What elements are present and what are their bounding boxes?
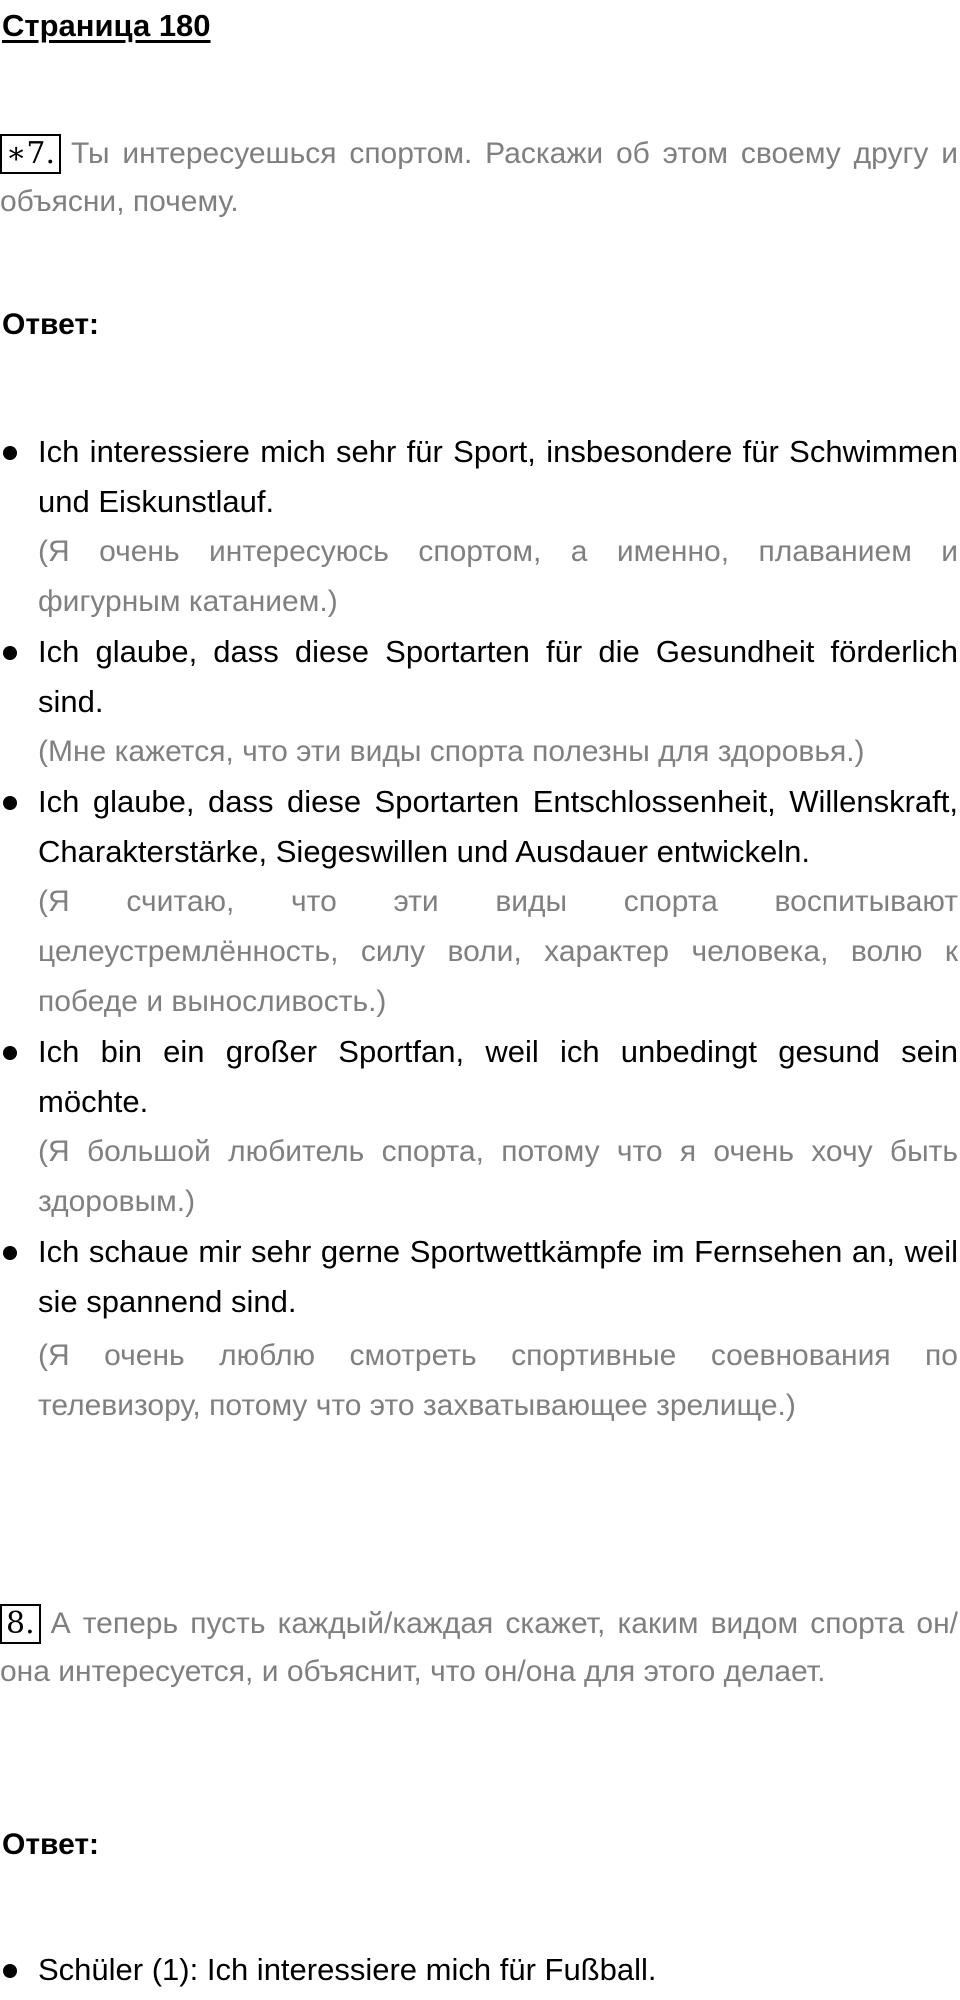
german-sentence: Ich interessiere mich sehr für Sport, insbesondere für Schwimmen und Eiskunstlauf. xyxy=(38,434,958,519)
list-item xyxy=(0,1027,958,1227)
task-number-8: 8. xyxy=(0,1604,41,1644)
list-item xyxy=(0,1227,958,1431)
task-7 xyxy=(0,130,958,226)
answer-label-7: Ответ: xyxy=(2,308,100,341)
bullet-icon xyxy=(3,1046,17,1060)
german-sentence: Ich schaue mir sehr gerne Sportwettkämpfe im Fernsehen an, weil sie spannend sind. xyxy=(38,1234,958,1319)
answer-7-list xyxy=(0,427,958,1431)
bullet-icon xyxy=(3,796,17,810)
russian-translation: (Мне кажется, что эти виды спорта полезны для здоровья.) xyxy=(38,735,865,768)
german-sentence: Schüler (1): Ich interessiere mich für Fußball. xyxy=(38,1952,657,1987)
task-8-text: А теперь пусть каждый/каждая скажет, каким видом спорта он/она интересуется, и объяснит, что он/она для этого делает. xyxy=(0,1607,958,1688)
page-title: Страница 180 xyxy=(2,8,211,43)
list-item xyxy=(0,777,958,1027)
russian-translation: (Я считаю, что эти виды спорта воспитывают целеустремлённость, силу воли, характер человека, волю к победе и выносливость.) xyxy=(38,885,958,1018)
list-item xyxy=(0,627,958,777)
bullet-icon xyxy=(3,1246,17,1260)
bullet-icon xyxy=(3,646,17,660)
task-8 xyxy=(0,1600,958,1696)
german-sentence: Ich glaube, dass diese Sportarten Entschlossenheit, Willenskraft, Charakterstärke, Siegeswillen und Ausdauer entwickeln. xyxy=(38,784,958,869)
german-sentence: Ich glaube, dass diese Sportarten für die Gesundheit förderlich sind. xyxy=(38,634,958,719)
list-item xyxy=(0,1945,958,1995)
german-sentence: Ich bin ein großer Sportfan, weil ich unbedingt gesund sein möchte. xyxy=(38,1034,958,1119)
task-7-text: Ты интересуешься спортом. Раскажи об этом своему другу и объясни, почему. xyxy=(0,137,958,218)
russian-translation: (Я очень люблю смотреть спортивные соевнования по телевизору, потому что это захватывающее зрелище.) xyxy=(38,1339,958,1422)
bullet-icon xyxy=(3,446,17,460)
task-number-7: ∗7. xyxy=(0,134,61,174)
russian-translation: (Я очень интересуюсь спортом, а именно, плаванием и фигурным катанием.) xyxy=(38,535,958,618)
bullet-icon xyxy=(3,1964,17,1978)
answer-label-8: Ответ: xyxy=(2,1828,100,1861)
list-item xyxy=(0,427,958,627)
answer-8-list xyxy=(0,1945,958,1995)
russian-translation: (Я большой любитель спорта, потому что я очень хочу быть здоровым.) xyxy=(38,1135,958,1218)
